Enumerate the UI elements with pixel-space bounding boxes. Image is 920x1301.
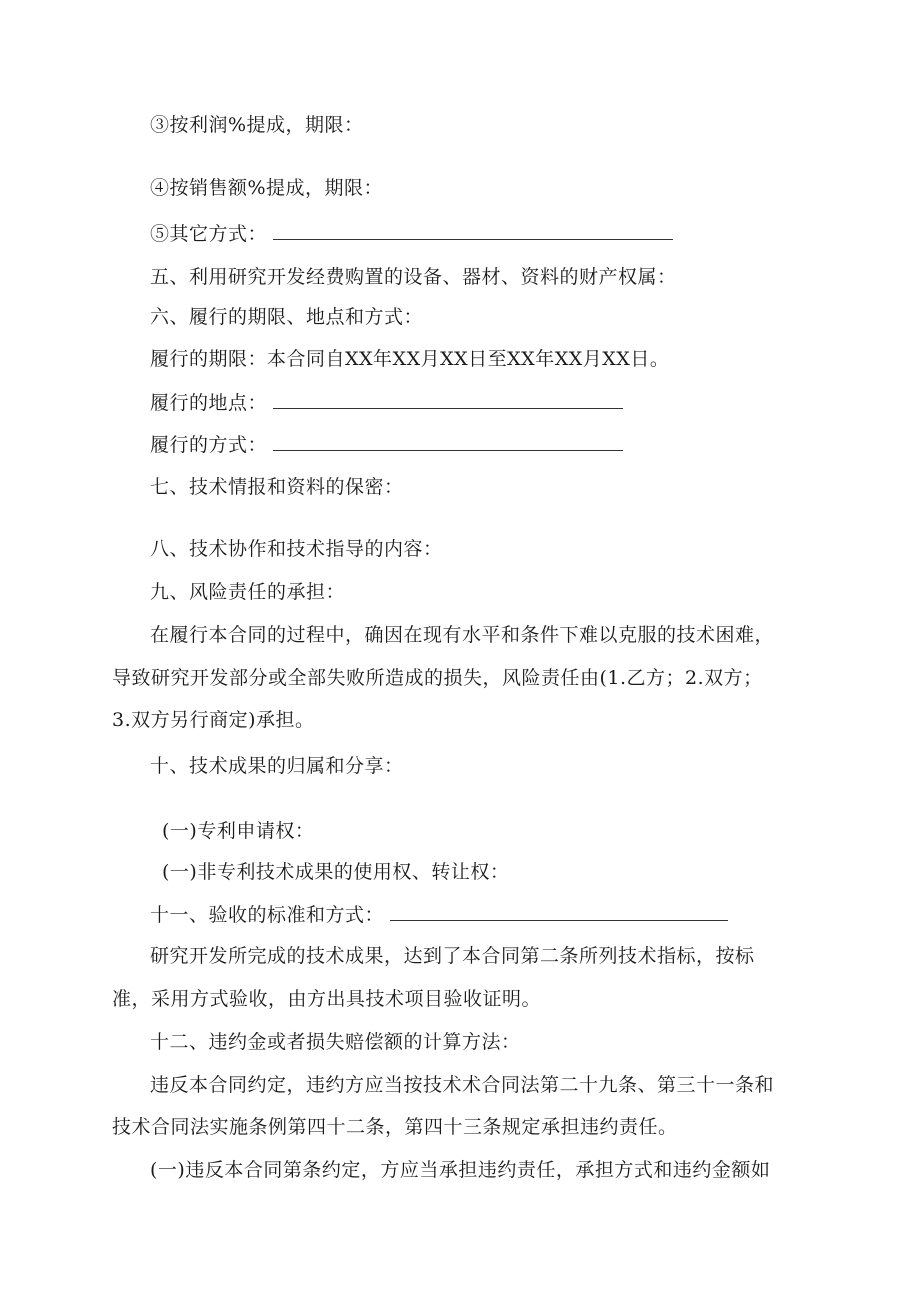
section-8-heading: 八、技术协作和技术指导的内容： xyxy=(150,538,443,560)
performance-method xyxy=(150,432,623,457)
performance-method-label: 履行的方式： xyxy=(150,434,268,456)
clause-3-profit: ③按利润%提成，期限： xyxy=(150,114,364,136)
patent-application-right: (一)专利申请权： xyxy=(162,820,315,842)
breach-line-1: 违反本合同约定，违约方应当按技术术合同法第二十九条、第三十一条和 xyxy=(150,1074,775,1096)
clause-5-label: ⑤其它方式： xyxy=(150,223,268,245)
risk-paragraph-line-2: 导致研究开发部分或全部失败所造成的损失，风险责任由(1.乙方；2.双方； xyxy=(112,667,763,689)
performance-place-label: 履行的地点： xyxy=(150,392,268,414)
section-6-heading: 六、履行的期限、地点和方式： xyxy=(150,306,424,328)
non-patent-rights: (一)非专利技术成果的使用权、转让权： xyxy=(162,861,510,883)
section-11-heading xyxy=(150,902,728,927)
section-7-heading: 七、技术情报和资料的保密： xyxy=(150,476,404,498)
performance-place xyxy=(150,390,623,415)
risk-paragraph-line-3: 3.双方另行商定)承担。 xyxy=(112,709,315,731)
fill-blank xyxy=(273,221,673,240)
section-5-heading: 五、利用研究开发经费购置的设备、器材、资料的财产权属： xyxy=(150,266,677,288)
section-12-heading: 十二、违约金或者损失赔偿额的计算方法： xyxy=(150,1031,521,1053)
section-11-label: 十一、验收的标准和方式： xyxy=(150,904,385,926)
breach-line-3: (一)违反本合同第条约定，方应当承担违约责任，承担方式和违约金额如 xyxy=(150,1159,771,1181)
risk-paragraph-line-1: 在履行本合同的过程中，确因在现有水平和条件下难以克服的技术困难， xyxy=(150,624,775,646)
performance-period: 履行的期限：本合同自XX年XX月XX日至XX年XX月XX日。 xyxy=(150,348,670,370)
section-10-heading: 十、技术成果的归属和分享： xyxy=(150,755,404,777)
section-9-heading: 九、风险责任的承担： xyxy=(150,581,346,603)
fill-blank xyxy=(273,390,623,409)
acceptance-line-2: 准，采用方式验收，由方出具技术项目验收证明。 xyxy=(112,988,542,1010)
clause-5-other xyxy=(150,221,673,246)
acceptance-line-1: 研究开发所完成的技术成果，达到了本合同第二条所列技术指标，按标 xyxy=(150,945,755,967)
fill-blank xyxy=(390,902,728,921)
clause-4-sales: ④按销售额%提成，期限： xyxy=(150,177,384,199)
breach-line-2: 技术合同法实施条例第四十二条，第四十三条规定承担违约责任。 xyxy=(112,1116,678,1138)
fill-blank xyxy=(273,432,623,451)
